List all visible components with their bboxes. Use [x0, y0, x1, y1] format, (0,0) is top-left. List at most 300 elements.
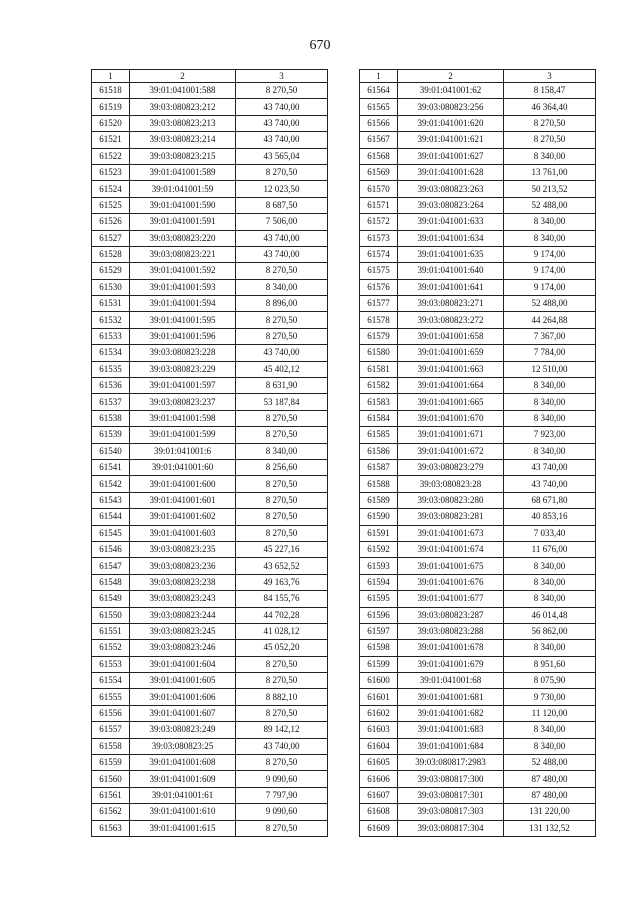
value-cell: 43 740,00 [236, 99, 328, 115]
table-row [92, 115, 328, 131]
row-number-cell: 61566 [360, 115, 398, 131]
table-row [360, 623, 596, 639]
table-row [360, 541, 596, 557]
cadastral-number-cell: 39:03:080823:288 [398, 623, 504, 639]
row-number-cell: 61581 [360, 361, 398, 377]
left-table [91, 69, 328, 837]
value-cell: 9 730,00 [504, 689, 596, 705]
row-number-cell: 61546 [92, 541, 130, 557]
table-row [92, 673, 328, 689]
row-number-cell: 61593 [360, 558, 398, 574]
value-cell: 9 090,60 [236, 771, 328, 787]
table-row [92, 361, 328, 377]
table-row [360, 99, 596, 115]
value-cell: 8 270,50 [236, 312, 328, 328]
row-number-cell: 61568 [360, 148, 398, 164]
cadastral-number-cell: 39:03:080823:238 [130, 574, 236, 590]
value-cell: 8 951,60 [504, 656, 596, 672]
cadastral-number-cell: 39:01:041001:670 [398, 410, 504, 426]
cadastral-number-cell: 39:03:080823:264 [398, 197, 504, 213]
table-header-row [360, 70, 596, 83]
value-cell: 8 340,00 [504, 443, 596, 459]
table-row [92, 689, 328, 705]
row-number-cell: 61563 [92, 820, 130, 836]
value-cell: 131 220,00 [504, 804, 596, 820]
cadastral-number-cell: 39:01:041001:628 [398, 164, 504, 180]
row-number-cell: 61586 [360, 443, 398, 459]
value-cell: 43 740,00 [236, 738, 328, 754]
column-header-2: 2 [130, 70, 236, 83]
value-cell: 8 882,10 [236, 689, 328, 705]
cadastral-number-cell: 39:03:080823:214 [130, 132, 236, 148]
cadastral-number-cell: 39:01:041001:663 [398, 361, 504, 377]
cadastral-number-cell: 39:03:080823:235 [130, 541, 236, 557]
table-row [360, 263, 596, 279]
table-row [360, 722, 596, 738]
cadastral-number-cell: 39:01:041001:62 [398, 83, 504, 99]
value-cell: 8 340,00 [504, 591, 596, 607]
value-cell: 7 367,00 [504, 328, 596, 344]
value-cell: 87 480,00 [504, 771, 596, 787]
value-cell: 7 923,00 [504, 427, 596, 443]
value-cell: 8 270,50 [236, 476, 328, 492]
value-cell: 45 052,20 [236, 640, 328, 656]
cadastral-number-cell: 39:01:041001:665 [398, 394, 504, 410]
table-row [360, 787, 596, 803]
value-cell: 52 488,00 [504, 755, 596, 771]
row-number-cell: 61576 [360, 279, 398, 295]
row-number-cell: 61573 [360, 230, 398, 246]
table-row [92, 99, 328, 115]
table-row [360, 345, 596, 361]
value-cell: 8 270,50 [236, 263, 328, 279]
cadastral-number-cell: 39:01:041001:610 [130, 804, 236, 820]
row-number-cell: 61536 [92, 378, 130, 394]
cadastral-number-cell: 39:01:041001:677 [398, 591, 504, 607]
value-cell: 41 028,12 [236, 623, 328, 639]
table-row [360, 181, 596, 197]
row-number-cell: 61562 [92, 804, 130, 820]
cadastral-number-cell: 39:01:041001:673 [398, 525, 504, 541]
cadastral-number-cell: 39:01:041001:634 [398, 230, 504, 246]
table-row [360, 509, 596, 525]
value-cell: 89 142,12 [236, 722, 328, 738]
row-number-cell: 61598 [360, 640, 398, 656]
row-number-cell: 61589 [360, 492, 398, 508]
cadastral-number-cell: 39:01:041001:60 [130, 459, 236, 475]
cadastral-number-cell: 39:03:080817:2983 [398, 755, 504, 771]
row-number-cell: 61587 [360, 459, 398, 475]
row-number-cell: 61582 [360, 378, 398, 394]
cadastral-number-cell: 39:01:041001:671 [398, 427, 504, 443]
value-cell: 8 158,47 [504, 83, 596, 99]
value-cell: 8 270,50 [236, 525, 328, 541]
cadastral-number-cell: 39:03:080817:304 [398, 820, 504, 836]
row-number-cell: 61585 [360, 427, 398, 443]
cadastral-number-cell: 39:01:041001:600 [130, 476, 236, 492]
table-row [360, 476, 596, 492]
row-number-cell: 61540 [92, 443, 130, 459]
value-cell: 46 364,40 [504, 99, 596, 115]
table-row [92, 722, 328, 738]
cadastral-number-cell: 39:01:041001:609 [130, 771, 236, 787]
table-row [92, 755, 328, 771]
value-cell: 45 402,12 [236, 361, 328, 377]
cadastral-number-cell: 39:03:080823:245 [130, 623, 236, 639]
table-row [92, 509, 328, 525]
row-number-cell: 61583 [360, 394, 398, 410]
cadastral-number-cell: 39:03:080823:25 [130, 738, 236, 754]
table-row [92, 214, 328, 230]
row-number-cell: 61529 [92, 263, 130, 279]
table-row [360, 378, 596, 394]
row-number-cell: 61606 [360, 771, 398, 787]
table-row [92, 771, 328, 787]
table-row [92, 394, 328, 410]
cadastral-number-cell: 39:03:080823:281 [398, 509, 504, 525]
cadastral-number-cell: 39:03:080823:28 [398, 476, 504, 492]
cadastral-number-cell: 39:03:080823:280 [398, 492, 504, 508]
cadastral-number-cell: 39:01:041001:608 [130, 755, 236, 771]
row-number-cell: 61531 [92, 296, 130, 312]
cadastral-number-cell: 39:01:041001:607 [130, 705, 236, 721]
table-row [360, 246, 596, 262]
cadastral-number-cell: 39:01:041001:601 [130, 492, 236, 508]
row-number-cell: 61609 [360, 820, 398, 836]
value-cell: 8 340,00 [236, 279, 328, 295]
cadastral-number-cell: 39:01:041001:590 [130, 197, 236, 213]
row-number-cell: 61592 [360, 541, 398, 557]
row-number-cell: 61560 [92, 771, 130, 787]
row-number-cell: 61527 [92, 230, 130, 246]
table-row [360, 738, 596, 754]
cadastral-number-cell: 39:01:041001:589 [130, 164, 236, 180]
table-header-row [92, 70, 328, 83]
cadastral-number-cell: 39:01:041001:6 [130, 443, 236, 459]
value-cell: 8 270,50 [236, 427, 328, 443]
row-number-cell: 61545 [92, 525, 130, 541]
value-cell: 8 340,00 [504, 214, 596, 230]
value-cell: 8 270,50 [236, 410, 328, 426]
row-number-cell: 61550 [92, 607, 130, 623]
value-cell: 7 033,40 [504, 525, 596, 541]
value-cell: 43 652,52 [236, 558, 328, 574]
row-number-cell: 61549 [92, 591, 130, 607]
table-row [92, 378, 328, 394]
value-cell: 8 340,00 [504, 378, 596, 394]
table-row [360, 820, 596, 836]
table-row [360, 214, 596, 230]
table-row [92, 574, 328, 590]
cadastral-number-cell: 39:03:080823:215 [130, 148, 236, 164]
table-row [360, 459, 596, 475]
table-row [92, 181, 328, 197]
table-row [360, 230, 596, 246]
row-number-cell: 61557 [92, 722, 130, 738]
table-row [360, 804, 596, 820]
row-number-cell: 61537 [92, 394, 130, 410]
table-row [360, 574, 596, 590]
value-cell: 8 340,00 [504, 558, 596, 574]
cadastral-number-cell: 39:01:041001:603 [130, 525, 236, 541]
value-cell: 8 270,50 [236, 509, 328, 525]
table-row [360, 755, 596, 771]
column-header-1: 1 [92, 70, 130, 83]
value-cell: 52 488,00 [504, 197, 596, 213]
value-cell: 8 340,00 [504, 394, 596, 410]
table-row [360, 410, 596, 426]
row-number-cell: 61552 [92, 640, 130, 656]
row-number-cell: 61594 [360, 574, 398, 590]
table-row [360, 328, 596, 344]
row-number-cell: 61530 [92, 279, 130, 295]
row-number-cell: 61544 [92, 509, 130, 525]
row-number-cell: 61534 [92, 345, 130, 361]
table-row [360, 164, 596, 180]
table-row [92, 623, 328, 639]
table-row [360, 148, 596, 164]
cadastral-number-cell: 39:03:080817:301 [398, 787, 504, 803]
value-cell: 43 740,00 [236, 132, 328, 148]
value-cell: 9 174,00 [504, 279, 596, 295]
cadastral-number-cell: 39:01:041001:627 [398, 148, 504, 164]
table-row [360, 115, 596, 131]
row-number-cell: 61595 [360, 591, 398, 607]
cadastral-number-cell: 39:01:041001:658 [398, 328, 504, 344]
cadastral-number-cell: 39:03:080823:244 [130, 607, 236, 623]
table-row [360, 656, 596, 672]
value-cell: 43 740,00 [504, 476, 596, 492]
cadastral-number-cell: 39:01:041001:675 [398, 558, 504, 574]
cadastral-number-cell: 39:03:080823:256 [398, 99, 504, 115]
value-cell: 8 270,50 [236, 492, 328, 508]
row-number-cell: 61519 [92, 99, 130, 115]
cadastral-number-cell: 39:01:041001:588 [130, 83, 236, 99]
value-cell: 44 702,28 [236, 607, 328, 623]
value-cell: 8 270,50 [504, 115, 596, 131]
row-number-cell: 61521 [92, 132, 130, 148]
value-cell: 8 340,00 [504, 410, 596, 426]
cadastral-number-cell: 39:01:041001:605 [130, 673, 236, 689]
cadastral-number-cell: 39:01:041001:606 [130, 689, 236, 705]
row-number-cell: 61567 [360, 132, 398, 148]
cadastral-number-cell: 39:03:080817:300 [398, 771, 504, 787]
cadastral-number-cell: 39:01:041001:598 [130, 410, 236, 426]
table-row [92, 787, 328, 803]
cadastral-number-cell: 39:03:080823:229 [130, 361, 236, 377]
table-row [92, 492, 328, 508]
table-row [92, 640, 328, 656]
table-row [360, 296, 596, 312]
row-number-cell: 61543 [92, 492, 130, 508]
cadastral-number-cell: 39:01:041001:620 [398, 115, 504, 131]
row-number-cell: 61579 [360, 328, 398, 344]
row-number-cell: 61608 [360, 804, 398, 820]
cadastral-number-cell: 39:01:041001:659 [398, 345, 504, 361]
table-row [360, 83, 596, 99]
cadastral-number-cell: 39:03:080823:212 [130, 99, 236, 115]
table-row [92, 443, 328, 459]
table-row [360, 640, 596, 656]
row-number-cell: 61601 [360, 689, 398, 705]
cadastral-number-cell: 39:01:041001:640 [398, 263, 504, 279]
table-row [92, 345, 328, 361]
cadastral-number-cell: 39:01:041001:664 [398, 378, 504, 394]
value-cell: 11 676,00 [504, 541, 596, 557]
cadastral-number-cell: 39:03:080823:237 [130, 394, 236, 410]
cadastral-number-cell: 39:03:080823:243 [130, 591, 236, 607]
row-number-cell: 61547 [92, 558, 130, 574]
row-number-cell: 61590 [360, 509, 398, 525]
cadastral-number-cell: 39:01:041001:597 [130, 378, 236, 394]
cadastral-number-cell: 39:01:041001:621 [398, 132, 504, 148]
cadastral-number-cell: 39:01:041001:615 [130, 820, 236, 836]
value-cell: 43 740,00 [504, 459, 596, 475]
value-cell: 8 340,00 [504, 640, 596, 656]
row-number-cell: 61555 [92, 689, 130, 705]
value-cell: 7 506,00 [236, 214, 328, 230]
value-cell: 50 213,52 [504, 181, 596, 197]
row-number-cell: 61541 [92, 459, 130, 475]
row-number-cell: 61522 [92, 148, 130, 164]
table-row [92, 459, 328, 475]
row-number-cell: 61584 [360, 410, 398, 426]
row-number-cell: 61599 [360, 656, 398, 672]
row-number-cell: 61518 [92, 83, 130, 99]
row-number-cell: 61607 [360, 787, 398, 803]
cadastral-number-cell: 39:03:080823:279 [398, 459, 504, 475]
table-row [92, 541, 328, 557]
row-number-cell: 61523 [92, 164, 130, 180]
value-cell: 8 270,50 [236, 164, 328, 180]
table-row [360, 525, 596, 541]
value-cell: 9 174,00 [504, 246, 596, 262]
row-number-cell: 61556 [92, 705, 130, 721]
value-cell: 7 784,00 [504, 345, 596, 361]
table-row [360, 673, 596, 689]
value-cell: 12 510,00 [504, 361, 596, 377]
value-cell: 8 340,00 [504, 738, 596, 754]
row-number-cell: 61533 [92, 328, 130, 344]
cadastral-number-cell: 39:03:080823:228 [130, 345, 236, 361]
value-cell: 52 488,00 [504, 296, 596, 312]
value-cell: 8 270,50 [504, 132, 596, 148]
cadastral-number-cell: 39:01:041001:59 [130, 181, 236, 197]
cadastral-number-cell: 39:01:041001:681 [398, 689, 504, 705]
row-number-cell: 61542 [92, 476, 130, 492]
cadastral-number-cell: 39:01:041001:641 [398, 279, 504, 295]
value-cell: 8 270,50 [236, 755, 328, 771]
table-row [360, 492, 596, 508]
row-number-cell: 61535 [92, 361, 130, 377]
cadastral-number-cell: 39:01:041001:678 [398, 640, 504, 656]
row-number-cell: 61548 [92, 574, 130, 590]
value-cell: 46 014,48 [504, 607, 596, 623]
row-number-cell: 61538 [92, 410, 130, 426]
column-header-3: 3 [236, 70, 328, 83]
row-number-cell: 61532 [92, 312, 130, 328]
cadastral-number-cell: 39:01:041001:684 [398, 738, 504, 754]
value-cell: 43 740,00 [236, 246, 328, 262]
cadastral-number-cell: 39:01:041001:674 [398, 541, 504, 557]
row-number-cell: 61597 [360, 623, 398, 639]
value-cell: 12 023,50 [236, 181, 328, 197]
cadastral-number-cell: 39:03:080823:271 [398, 296, 504, 312]
cadastral-number-cell: 39:01:041001:672 [398, 443, 504, 459]
cadastral-number-cell: 39:01:041001:593 [130, 279, 236, 295]
row-number-cell: 61553 [92, 656, 130, 672]
row-number-cell: 61604 [360, 738, 398, 754]
table-row [360, 771, 596, 787]
row-number-cell: 61565 [360, 99, 398, 115]
row-number-cell: 61600 [360, 673, 398, 689]
cadastral-number-cell: 39:01:041001:594 [130, 296, 236, 312]
table-row [360, 607, 596, 623]
row-number-cell: 61520 [92, 115, 130, 131]
table-row [92, 230, 328, 246]
cadastral-number-cell: 39:03:080823:213 [130, 115, 236, 131]
table-row [92, 164, 328, 180]
value-cell: 8 896,00 [236, 296, 328, 312]
column-header-1: 1 [360, 70, 398, 83]
table-row [92, 246, 328, 262]
row-number-cell: 61588 [360, 476, 398, 492]
value-cell: 8 340,00 [236, 443, 328, 459]
row-number-cell: 61525 [92, 197, 130, 213]
table-row [360, 558, 596, 574]
value-cell: 43 565,04 [236, 148, 328, 164]
value-cell: 43 740,00 [236, 115, 328, 131]
table-row [92, 197, 328, 213]
row-number-cell: 61577 [360, 296, 398, 312]
value-cell: 43 740,00 [236, 230, 328, 246]
value-cell: 45 227,16 [236, 541, 328, 557]
table-row [92, 312, 328, 328]
value-cell: 8 340,00 [504, 722, 596, 738]
cadastral-number-cell: 39:03:080823:246 [130, 640, 236, 656]
table-row [92, 427, 328, 443]
value-cell: 8 340,00 [504, 574, 596, 590]
cadastral-number-cell: 39:01:041001:596 [130, 328, 236, 344]
cadastral-number-cell: 39:01:041001:68 [398, 673, 504, 689]
row-number-cell: 61578 [360, 312, 398, 328]
row-number-cell: 61575 [360, 263, 398, 279]
cadastral-number-cell: 39:03:080823:221 [130, 246, 236, 262]
row-number-cell: 61539 [92, 427, 130, 443]
table-row [92, 263, 328, 279]
row-number-cell: 61605 [360, 755, 398, 771]
cadastral-number-cell: 39:03:080817:303 [398, 804, 504, 820]
row-number-cell: 61591 [360, 525, 398, 541]
value-cell: 13 761,00 [504, 164, 596, 180]
table-row [92, 738, 328, 754]
table-row [92, 820, 328, 836]
value-cell: 8 340,00 [504, 148, 596, 164]
table-row [360, 705, 596, 721]
value-cell: 40 853,16 [504, 509, 596, 525]
cadastral-number-cell: 39:01:041001:633 [398, 214, 504, 230]
table-row [92, 296, 328, 312]
row-number-cell: 61561 [92, 787, 130, 803]
row-number-cell: 61596 [360, 607, 398, 623]
value-cell: 8 256,60 [236, 459, 328, 475]
table-row [92, 148, 328, 164]
value-cell: 131 132,52 [504, 820, 596, 836]
row-number-cell: 61551 [92, 623, 130, 639]
row-number-cell: 61528 [92, 246, 130, 262]
table-row [92, 83, 328, 99]
table-row [360, 279, 596, 295]
